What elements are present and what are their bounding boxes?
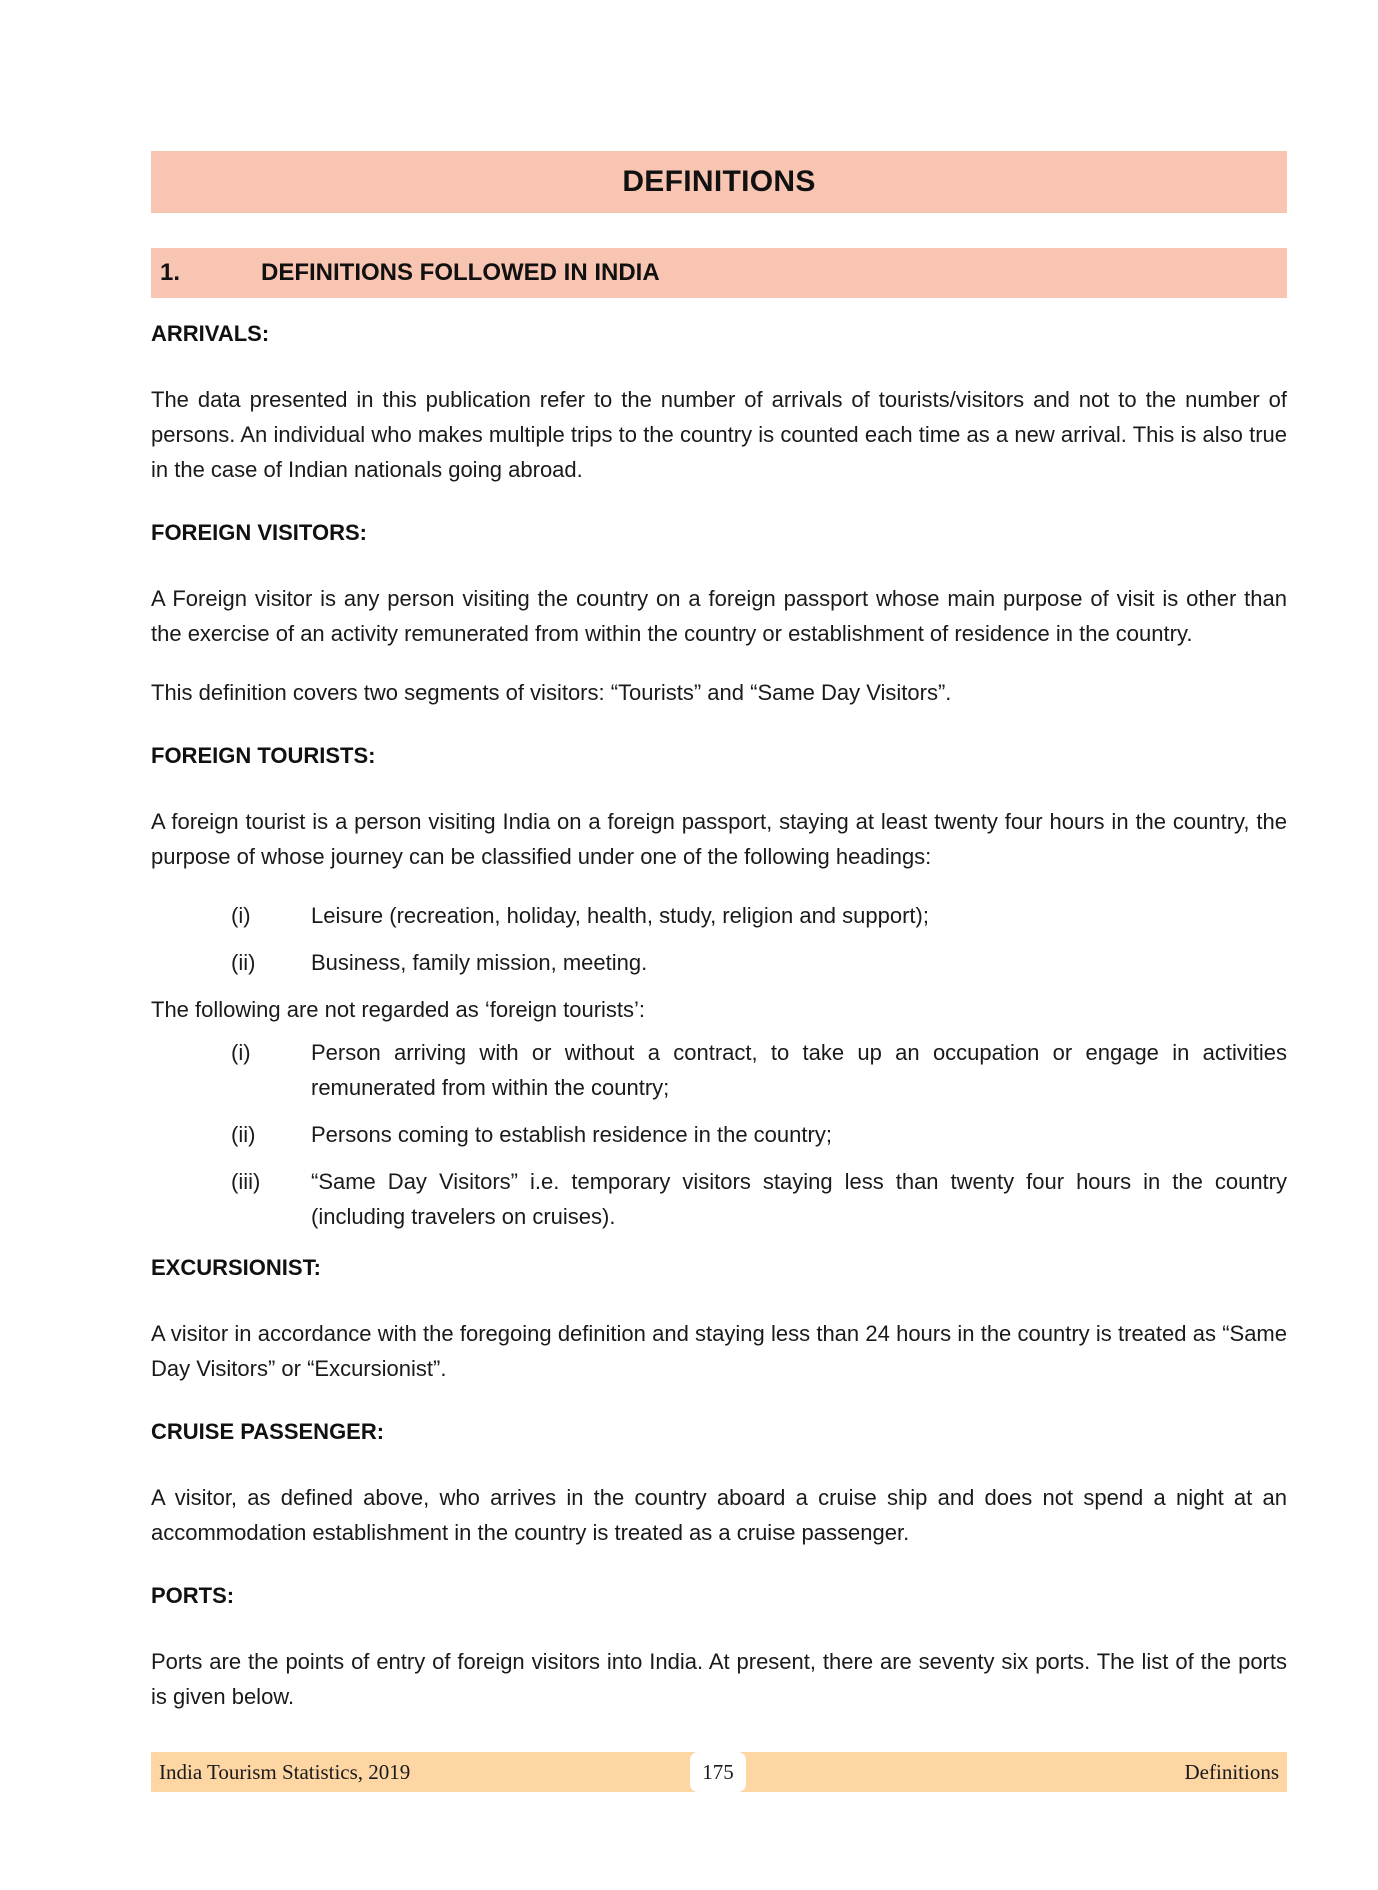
- footer-publication: India Tourism Statistics, 2019: [159, 1759, 411, 1784]
- list-item: [151, 945, 1287, 980]
- foreign-tourists-heading: FOREIGN TOURISTS:: [151, 743, 376, 768]
- cruise-passenger-paragraph: A visitor, as defined above, who arrives in the country aboard a cruise ship and does not spend a night at an accommodation establishment in the country is treated as a cruise passenger.: [151, 1485, 1287, 1545]
- list-item: [151, 898, 1287, 933]
- page-footer: [151, 1752, 1287, 1792]
- section-heading-band: [151, 248, 1287, 298]
- list-text: Person arriving with or without a contract, to take up an occupation or engage in activities remunerated from within the country;: [311, 1040, 1287, 1100]
- arrivals-paragraph: The data presented in this publication refer to the number of arrivals of tourists/visitors and not to the number of persons. An individual who makes multiple trips to the country is counted each time as a new arrival. This is also true in the case of Indian nationals going abroad.: [151, 387, 1287, 482]
- page-title: DEFINITIONS: [622, 165, 816, 198]
- ports-heading: PORTS:: [151, 1583, 235, 1608]
- list-marker: (i): [231, 903, 251, 928]
- cruise-passenger-heading: CRUISE PASSENGER:: [151, 1419, 385, 1444]
- section-title: DEFINITIONS FOLLOWED IN INDIA: [261, 259, 660, 286]
- title-band: [151, 151, 1287, 213]
- list-marker: (iii): [231, 1169, 261, 1194]
- not-regarded-paragraph: The following are not regarded as ‘foreign tourists’:: [151, 997, 646, 1022]
- arrivals-heading: ARRIVALS:: [151, 321, 270, 346]
- list-text: Leisure (recreation, holiday, health, study, religion and support);: [311, 903, 929, 928]
- list-text: “Same Day Visitors” i.e. temporary visitors staying less than twenty four hours in the country (including travelers on cruises).: [311, 1169, 1287, 1229]
- body-text: [151, 312, 1287, 1738]
- list-item: [151, 1035, 1287, 1105]
- excursionist-heading: EXCURSIONIST:: [151, 1255, 321, 1280]
- purpose-list: [151, 898, 1287, 980]
- list-text: Business, family mission, meeting.: [311, 950, 648, 975]
- list-marker: (ii): [231, 1122, 256, 1147]
- section-number: 1.: [160, 259, 181, 286]
- page-number: 175: [690, 1752, 746, 1792]
- exclusion-list: [151, 1035, 1287, 1234]
- foreign-tourists-paragraph: A foreign tourist is a person visiting India on a foreign passport, staying at least twenty four hours in the country, the purpose of whose journey can be classified under one of the following headings:: [151, 809, 1287, 869]
- foreign-visitors-paragraph: A Foreign visitor is any person visiting the country on a foreign passport whose main purpose of visit is other than the exercise of an activity remunerated from within the country or establishment of residence in the country.: [151, 586, 1287, 646]
- foreign-visitors-heading: FOREIGN VISITORS:: [151, 520, 367, 545]
- list-text: Persons coming to establish residence in the country;: [311, 1122, 832, 1147]
- foreign-visitors-segments-paragraph: This definition covers two segments of visitors: “Tourists” and “Same Day Visitors”.: [151, 680, 952, 705]
- ports-paragraph: Ports are the points of entry of foreign visitors into India. At present, there are seventy six ports. The list of the ports is given below.: [151, 1649, 1287, 1709]
- list-item: [151, 1117, 1287, 1152]
- footer-section: Definitions: [1184, 1759, 1279, 1784]
- list-marker: (i): [231, 1040, 251, 1065]
- excursionist-paragraph: A visitor in accordance with the foregoing definition and staying less than 24 hours in the country is treated as “Same Day Visitors” or “Excursionist”.: [151, 1321, 1287, 1381]
- list-marker: (ii): [231, 950, 256, 975]
- list-item: [151, 1164, 1287, 1234]
